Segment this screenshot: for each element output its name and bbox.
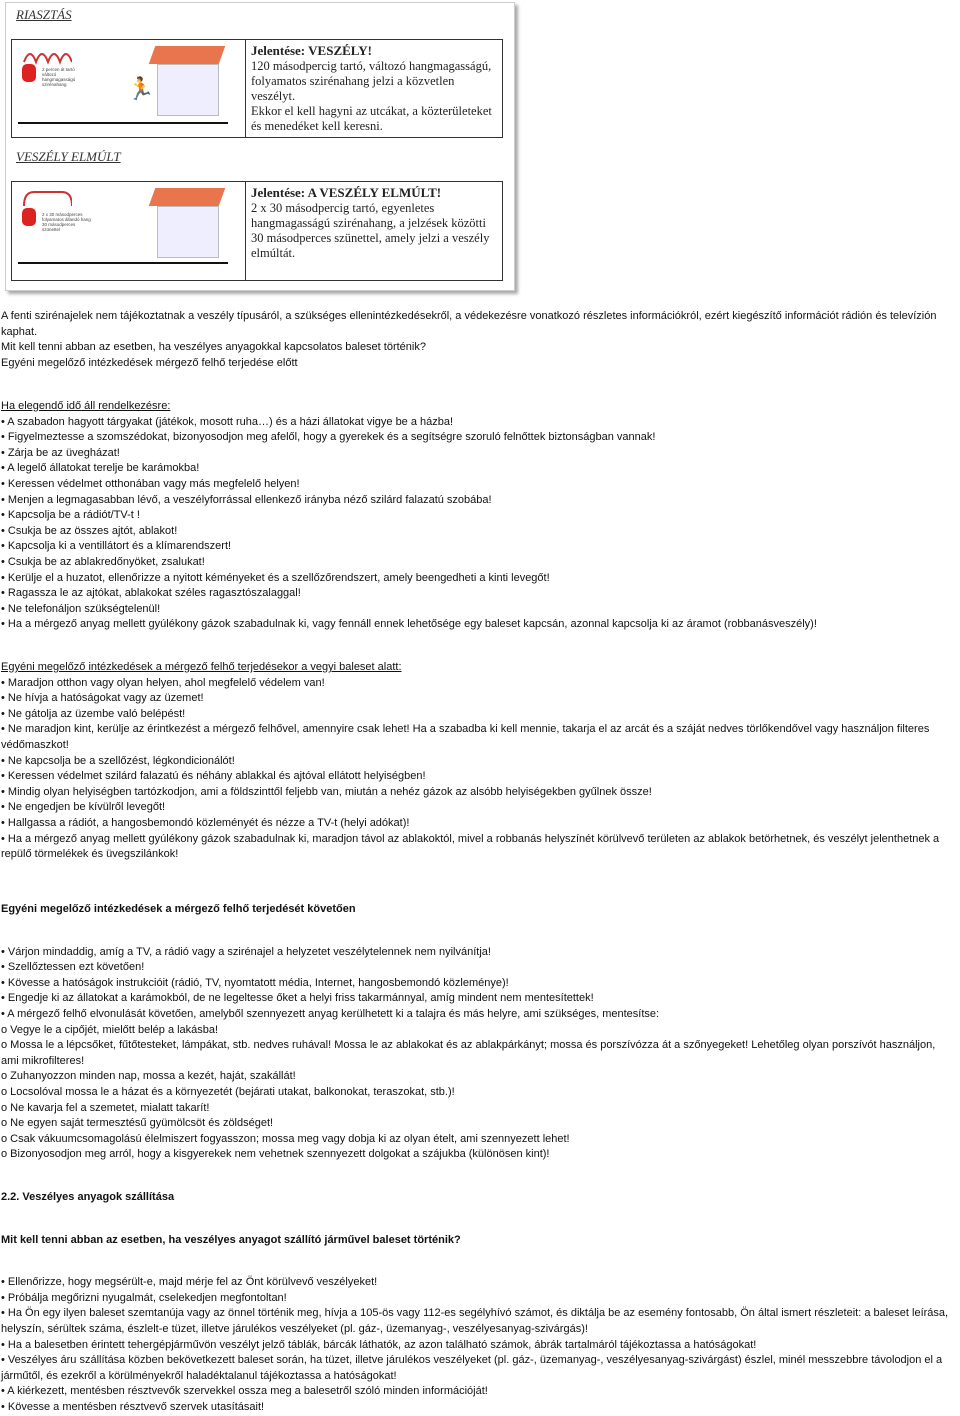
- alarm-icon-caption: 2 percen át tartó változó hangmagasságú szirénahang: [42, 67, 76, 87]
- siren-icon: [22, 208, 36, 226]
- alarm-description: [246, 40, 502, 137]
- section-question: Mit kell tenni abban az esetben, ha veszélyes anyagot szállító járművel baleset történik?: [1, 1233, 461, 1246]
- during-section: [1, 660, 952, 863]
- list-item: • Ha a mérgező anyag mellett gyúlékony gázok szabadulnak ki, maradjon távol az ablakoktól, mivel a robbanás helyszínét körülvevő területen az ablakok betörhetnek, és veszélyt jelenthetnek a repülő törmelékek és üvegszilánkok!: [1, 832, 940, 861]
- clear-icon-caption: 2 x 30 másodperces folyamatos állandó hang 30 másodperces szünettel: [42, 212, 91, 232]
- section-heading: Ha elegendő idő áll rendelkezésre:: [1, 400, 171, 412]
- clear-description: [246, 182, 502, 280]
- list-item: • Veszélyes áru szállítása közben bekövetkezett baleset során, ha tüzet, illetve járulékos veszélyeket (pl. gáz-, üzemanyag-, veszélyesanyag-szivárgást) észlel, minél messzebbre távolodjon el a járműtől, és ezekről a körülményekről haladéktalanul tájékoztassa a hatóságokat!: [1, 1354, 943, 1382]
- list-item: • Kapcsolja ki a ventillátort és a klímarendszert!: [1, 540, 232, 553]
- section-title: 2.2. Veszélyes anyagok szállítása: [1, 1191, 175, 1203]
- list-item: o Ne kavarja fel a szemetet, mialatt takarít!: [1, 1101, 210, 1114]
- list-item: • Menjen a legmagasabban lévő, a veszélyforrással ellenkező irányba néző szilárd falazatú szobába!: [1, 493, 492, 506]
- list-item: o Csak vákuumcsomagolású élelmiszert fogyasszon; mossa meg vagy dobja ki az olyan ételt, ami szennyezett lehet!: [1, 1132, 570, 1145]
- list-item: • Maradjon otthon vagy olyan helyen, ahol megfelelő védelem van!: [1, 676, 325, 689]
- list-item: o Vegye le a cipőjét, mielőtt belép a lakásba!: [1, 1023, 219, 1036]
- clear-text: 2 x 30 másodpercig tartó, egyenletes hangmagasságú szirénahang, a jelzések közötti 30 másodperces szünettel, amely jelzi a veszély elmúltát.: [251, 201, 490, 260]
- list-item: • Ellenőrizze, hogy megsérült-e, majd mérje fel az Önt körülvevő veszélyeket!: [1, 1276, 378, 1289]
- during-list: [1, 676, 952, 863]
- list-item: • Próbálja megőrizni nyugalmát, cselekedjen megfontoltan!: [1, 1291, 287, 1304]
- clear-illustration: [12, 182, 246, 280]
- clear-title: VESZÉLY ELMÚLT: [16, 149, 121, 164]
- list-item: • Várjon mindaddig, amíg a TV, a rádió vagy a szirénajel a helyzetet veszélytelennek nem nyilvánítja!: [1, 945, 491, 958]
- list-item: • Ragassza le az ajtókat, ablakokat széles ragasztószalaggal!: [1, 587, 301, 600]
- list-item: • Zárja be az üvegházat!: [1, 446, 120, 459]
- list-item: • Kerülje el a huzatot, ellenőrizze a nyitott kéményeket és a szellőzőrendszert, amely beengedheti a kinti levegőt!: [1, 571, 550, 584]
- list-item: • Ne maradjon kint, kerülje az érintkezést a mérgező felhővel, amennyire csak lehet! Ha a szabadba ki kell mennie, takarja el az arcát és a száját nedves törlőkendővel vagy használjon filteres védőmaszkot!: [1, 723, 930, 751]
- list-item: • Ne hívja a hatóságokat vagy az üzemet!: [1, 692, 204, 705]
- list-item: o Mossa le a lépcsőket, fűtőtesteket, lámpákat, stb. nedves ruhával! Mossa le az ablakokat és az ablakpárkányt; mossa és porszívózza át a szőnyegeket! Lehetőleg olyan porszívót használjon, ami mikrofilteres!: [1, 1039, 936, 1067]
- list-item: • Ne gátolja az üzembe való belépést!: [1, 707, 186, 720]
- intro-paragraph: A fenti szirénajelek nem tájékoztatnak a veszély típusáról, a szükséges ellenintézkedésekről, a védekezésre vonatkozó részletes információkról, ezért kiegészítő információt rádión és televízión kaphat.: [1, 310, 937, 338]
- list-item: • A legelő állatokat terelje be karámokba!: [1, 462, 200, 475]
- alarm-text: 120 másodpercig tartó, változó hangmagasságú, folyamatos szirénahang jelzi a közvetlen veszélyt.: [251, 59, 492, 103]
- transport-list: [1, 1275, 952, 1415]
- house-roof-icon: [149, 188, 226, 206]
- running-person-icon: 🏃: [127, 76, 155, 101]
- before-list: [1, 415, 952, 633]
- list-item: • Ne engedjen be kívülről levegőt!: [1, 801, 166, 814]
- steady-tone-icon: [22, 188, 72, 208]
- intro-section: [1, 309, 952, 371]
- list-item: • A mérgező felhő elvonulását követően, amelyből szennyezett anyag kerülhetett ki a talajra és más helyre, ami szükséges, mentesítse:: [1, 1007, 660, 1020]
- alarm-title: RIASZTÁS: [16, 7, 72, 22]
- alarm-illustration: [12, 40, 246, 137]
- alarm-table: [11, 39, 503, 138]
- list-item: • Ha a mérgező anyag mellett gyúlékony gázok szabadulnak ki, vagy fennáll ennek lehetősége egy baleset kapcsán, azonnal kapcsolja ki az áramot (robbanásveszély)!: [1, 618, 817, 631]
- list-item: • Figyelmeztesse a szomszédokat, bizonyosodjon meg afelől, hogy a gyerekek és a segítségre szoruló felnőttek biztonságban vannak!: [1, 431, 656, 444]
- list-item: o Locsolóval mossa le a házat és a környezetét (bejárati utakat, balkonokat, teraszokat, stb.)!: [1, 1085, 455, 1098]
- list-item: • Csukja be az összes ajtót, ablakot!: [1, 524, 178, 537]
- intro-question: Mit kell tenni abban az esetben, ha veszélyes anyagokkal kapcsolatos baleset történik?: [1, 341, 426, 354]
- wave-icon: [22, 46, 72, 66]
- before-section: [1, 399, 952, 633]
- after-list: [1, 945, 952, 1163]
- siren-icon: [22, 64, 36, 82]
- siren-signals-figure: [5, 2, 515, 291]
- list-item: • A kiérkezett, mentésben résztvevők szervekkel ossza meg a balesetről szóló minden információját!: [1, 1385, 488, 1398]
- section-heading: Egyéni megelőző intézkedések a mérgező felhő terjedésekor a vegyi baleset alatt:: [1, 661, 402, 673]
- after-section: [1, 902, 952, 1163]
- divider: [18, 122, 228, 124]
- list-item: • A szabadon hagyott tárgyakat (játékok, mosott ruha…) és a házi állatokat vigye be a házba!: [1, 415, 454, 428]
- transport-section: [1, 1190, 952, 1416]
- list-item: • Ha a balesetben érintett tehergépjárművön veszélyt jelző táblák, bárcák láthatók, az azon található számok, ábrák tartalmáról tájékoztassa a hatóságokat!: [1, 1338, 757, 1351]
- list-item: o Zuhanyozzon minden nap, mossa a kezét, haját, szakállát!: [1, 1070, 296, 1083]
- house-icon: [157, 64, 219, 116]
- list-item: o Ne egyen saját termesztésű gyümölcsöt és zöldséget!: [1, 1117, 274, 1130]
- list-item: • Kövesse a mentésben résztvevő szervek utasításait!: [1, 1400, 265, 1413]
- list-item: • Keressen védelmet szilárd falazatú és néhány ablakkal és ajtóval ellátott helyiségben!: [1, 770, 426, 783]
- list-item: • Hallgassa a rádiót, a hangosbemondó közleményét és nézze a TV-t (helyi adókat)!: [1, 816, 410, 829]
- list-item: • Engedje ki az állatokat a karámokból, de ne legeltesse őket a helyi friss takarmánnyal, amíg mindent nem mentesítettek!: [1, 992, 594, 1005]
- list-item: o Bizonyosodjon meg arról, hogy a kisgyerekek nem vehetnek szennyezett dolgokat a szájukba (különösen kint)!: [1, 1148, 550, 1161]
- section-heading: Egyéni megelőző intézkedések a mérgező felhő terjedését követően: [1, 903, 356, 915]
- list-item: • Csukja be az ablakredőnyöket, zsalukat!: [1, 555, 205, 568]
- house-icon: [157, 206, 219, 258]
- alarm-text-2: Ekkor el kell hagyni az utcákat, a közterületeket és menedéket kell keresni.: [251, 104, 492, 133]
- list-item: • Kövesse a hatóságok instrukcióit (rádió, TV, nyomtatott média, Internet, hangosbemondó közleménye)!: [1, 976, 509, 989]
- list-item: • Keressen védelmet otthonában vagy más megfelelő helyen!: [1, 477, 300, 490]
- list-item: • Ne kapcsolja be a szellőzést, légkondicionálót!: [1, 754, 235, 767]
- list-item: • Kapcsolja be a rádiót/TV-t !: [1, 509, 140, 522]
- clear-heading: Jelentése: A VESZÉLY ELMÚLT!: [251, 185, 442, 200]
- list-item: • Szellőztessen ezt követően!: [1, 961, 145, 974]
- house-roof-icon: [149, 46, 226, 64]
- alarm-heading: Jelentése: VESZÉLY!: [251, 43, 372, 58]
- clear-table: [11, 181, 503, 281]
- list-item: • Ne telefonáljon szükségtelenül!: [1, 602, 161, 615]
- list-item: • Ha Ön egy ilyen baleset szemtanúja vagy az önnel történik meg, hívja a 105-ös vagy 112-es segélyhívó számot, és diktálja be az esemény fontosabb, Ön által ismert részleteit: a baleset leírása, helyszín, sérültek száma, észlelt-e tüzet, illetve járulékos veszélyeket (pl. gáz-, üzemanyag-, veszélyesanyag-szivárgás)!: [1, 1307, 949, 1335]
- divider: [18, 262, 228, 264]
- list-item: • Mindig olyan helyiségben tartózkodjon, ami a földszinttől feljebb van, miután a nehéz gázok az alsóbb helyiségekben gyűlnek össze!: [1, 785, 652, 798]
- intro-subtitle: Egyéni megelőző intézkedések mérgező felhő terjedése előtt: [1, 356, 298, 369]
